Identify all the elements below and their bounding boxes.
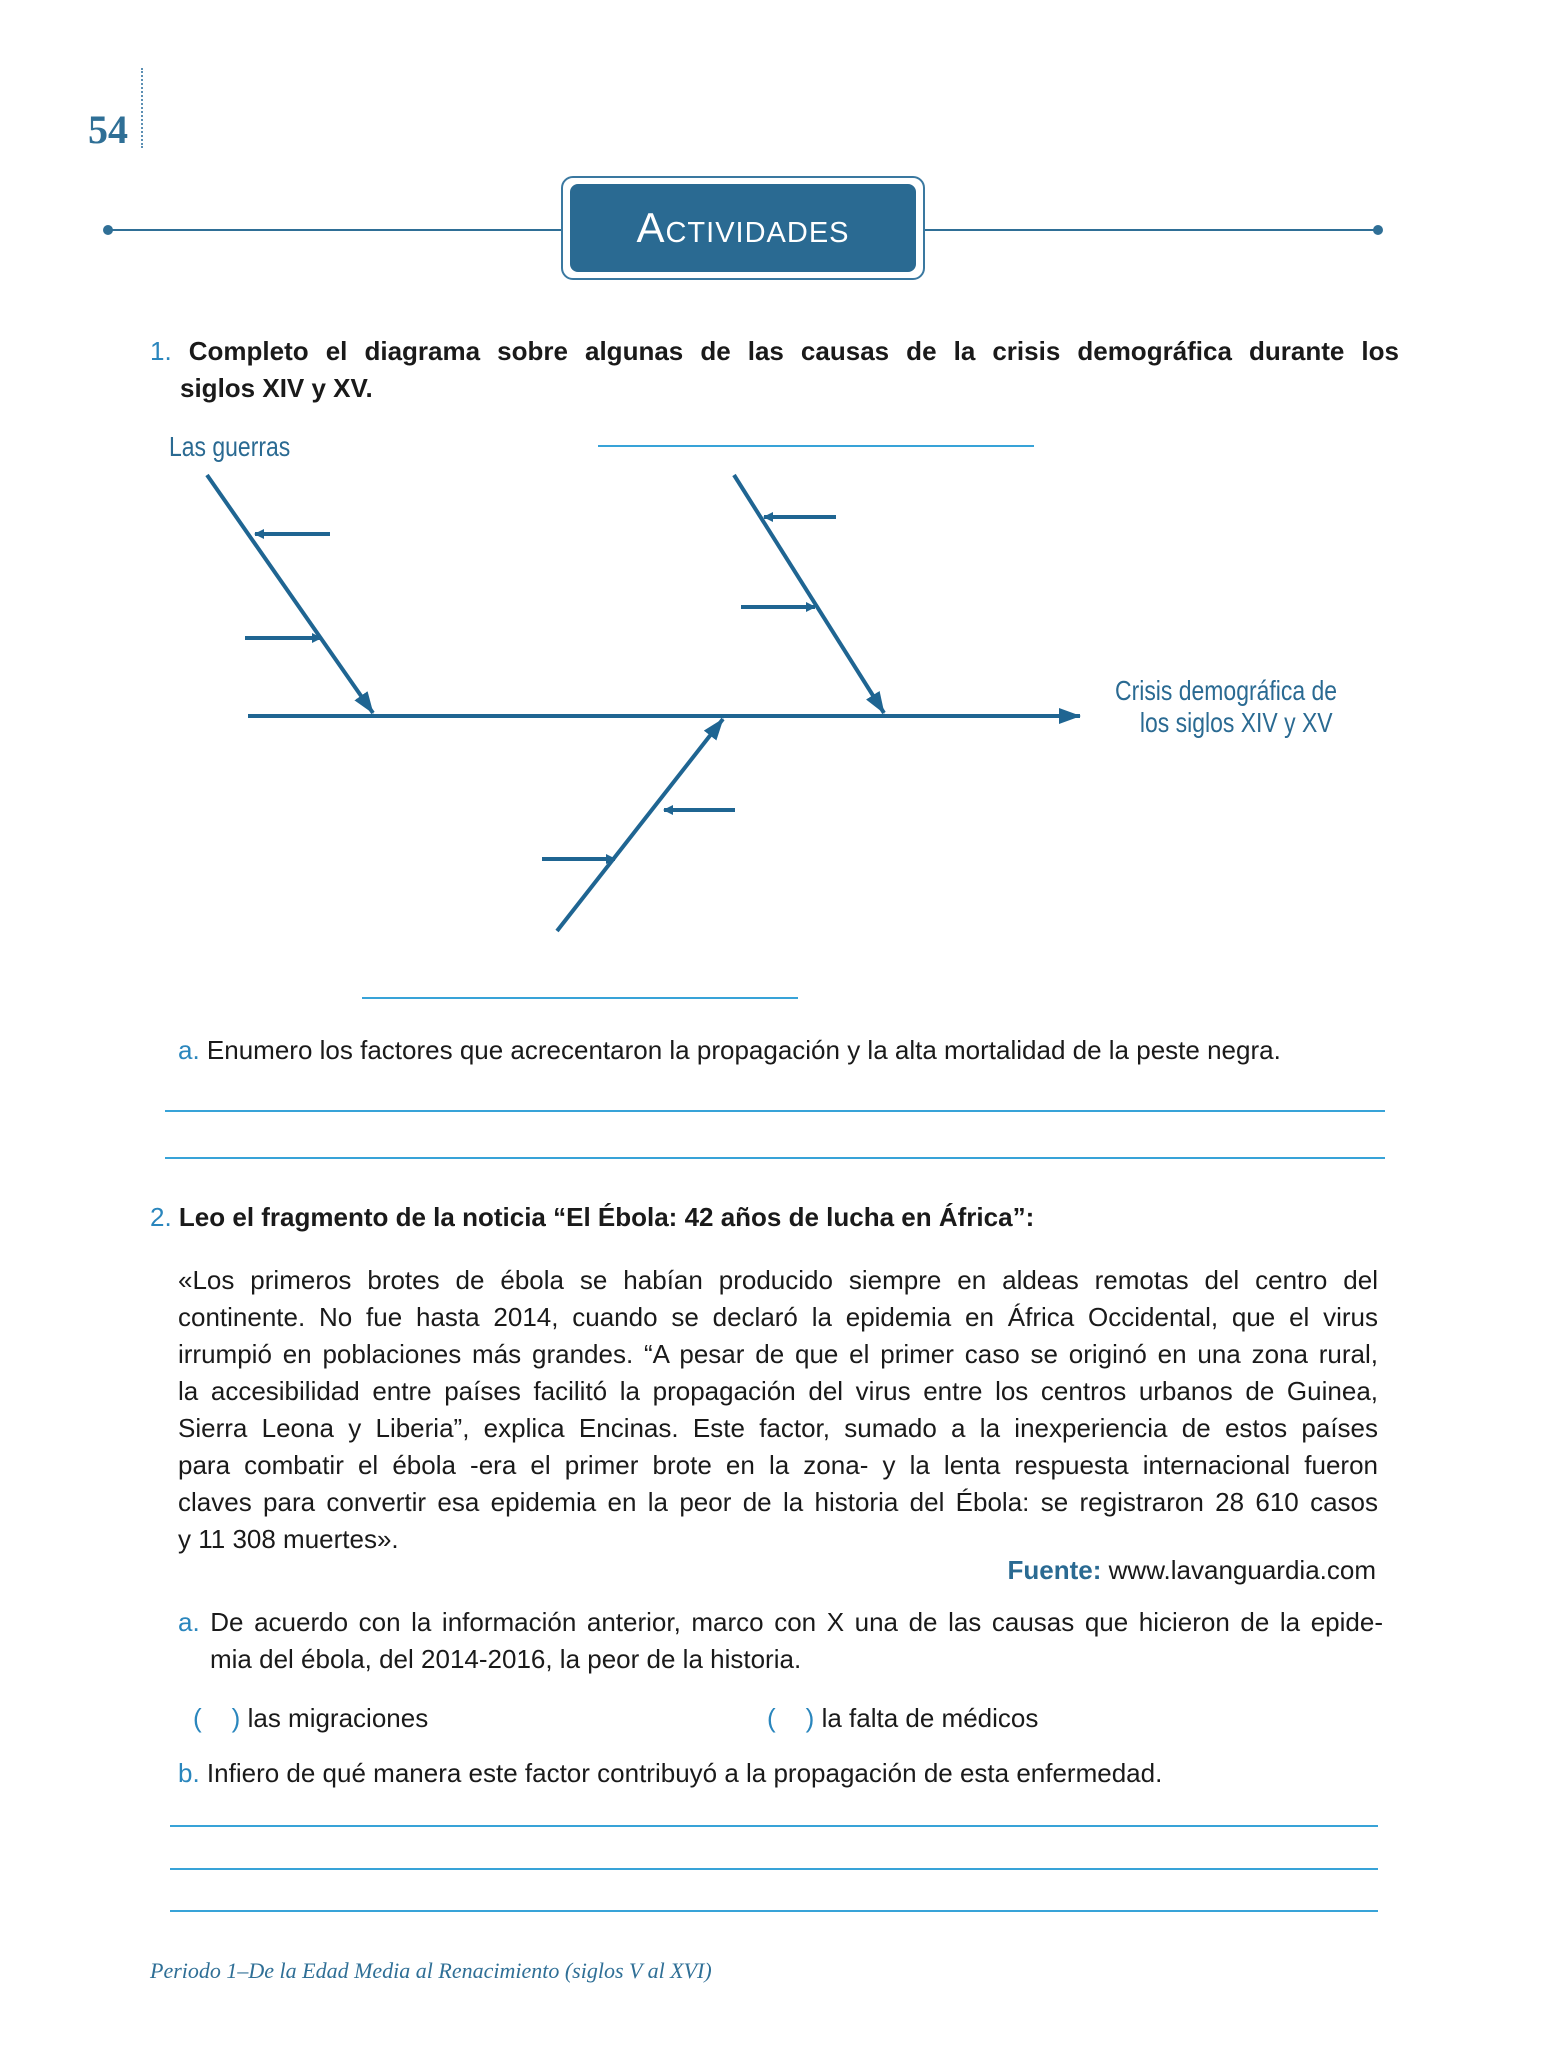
quote-line: Sierra Leona y Liberia”, explica Encinas. Este factor, sumado a la inexperiencia de estos países xyxy=(178,1413,1378,1443)
quote-line: y 11 308 muertes». xyxy=(178,1524,399,1554)
answer-line-1a-1[interactable] xyxy=(165,1110,1385,1112)
quote-line: «Los primeros brotes de ébola se habían producido siempre en aldeas remotas del centro del xyxy=(178,1265,1378,1295)
checkbox-open-paren: ( xyxy=(193,1703,202,1733)
option-falta-medicos[interactable] xyxy=(767,1700,1038,1737)
news-quote xyxy=(178,1262,1378,1558)
quote-line: la accesibilidad entre países facilitó la propagación del virus entre los centros urbanos de Guinea, xyxy=(178,1376,1378,1406)
option-migraciones[interactable] xyxy=(193,1700,428,1737)
question-letter: a. xyxy=(178,1607,200,1637)
question-letter: b. xyxy=(178,1758,200,1788)
news-source xyxy=(1008,1552,1376,1589)
diagram-bone-upper-right xyxy=(734,475,884,713)
checkbox-close-paren: ) xyxy=(231,1703,241,1733)
source-url: www.lavanguardia.com xyxy=(1108,1555,1376,1585)
source-label: Fuente: xyxy=(1007,1555,1102,1585)
diagram-effect-line-1: Crisis demográfica de xyxy=(1115,675,1338,706)
quote-line: irrumpió en poblaciones más grandes. “A pesar de que el primer caso se originó en una zona rural, xyxy=(178,1339,1378,1369)
activity-2-title: 2. Leo el fragmento de la noticia “El Ébola: 42 años de lucha en África”: xyxy=(150,1202,1035,1232)
diagram-cause-label: Las guerras xyxy=(169,431,291,462)
quote-line: para combatir el ébola -era el primer brote en la zona- y la lenta respuesta internacional fueron xyxy=(178,1450,1378,1480)
diagram-bone-guerras xyxy=(207,475,373,713)
activity-2-number: 2. xyxy=(150,1202,172,1232)
activity-2a-line-1: a. De acuerdo con la información anterior, marco con X una de las causas que hicieron de la epide- xyxy=(178,1607,1383,1637)
page-number: 54 xyxy=(88,107,128,152)
option-migraciones-label: las migraciones xyxy=(247,1703,429,1733)
diagram-effect-line-2: los siglos XIV y XV xyxy=(1139,707,1333,738)
answer-line-2b-1[interactable] xyxy=(170,1825,1378,1827)
checkbox-open-paren: ( xyxy=(767,1703,776,1733)
section-title-text: Actividades xyxy=(636,204,850,251)
activity-2a-line-2: mia del ébola, del 2014-2016, la peor de la historia. xyxy=(210,1644,802,1674)
answer-line-2b-2[interactable] xyxy=(170,1868,1378,1870)
answer-line-1a-2[interactable] xyxy=(165,1157,1385,1159)
activity-1-line-2: siglos XIV y XV. xyxy=(180,373,373,403)
option-falta-medicos-label: la falta de médicos xyxy=(821,1703,1039,1733)
answer-line-2b-3[interactable] xyxy=(170,1910,1378,1912)
question-letter: a. xyxy=(178,1035,200,1065)
quote-line: claves para convertir esa epidemia en la peor de la historia del Ébola: se registraron 28 610 casos xyxy=(178,1487,1378,1517)
quote-line: continente. No fue hasta 2014, cuando se declaró la epidemia en África Occidental, que el virus xyxy=(178,1302,1378,1332)
activity-1-number: 1. xyxy=(150,336,172,366)
diagram-bone-lower xyxy=(557,719,723,931)
activity-2b-question: b. Infiero de qué manera este factor contribuyó a la propagación de esta enfermedad. xyxy=(178,1758,1163,1788)
page-footer: Periodo 1–De la Edad Media al Renacimiento (siglos V al XVI) xyxy=(150,1958,712,1983)
activity-2a-question xyxy=(178,1604,1383,1678)
checkbox-close-paren: ) xyxy=(805,1703,815,1733)
activity-1a-question: a. Enumero los factores que acrecentaron la propagación y la alta mortalidad de la peste negra. xyxy=(178,1035,1281,1065)
activity-1-line-1: 1. Completo el diagrama sobre algunas de las causas de la crisis demográfica durante los xyxy=(150,336,1399,366)
